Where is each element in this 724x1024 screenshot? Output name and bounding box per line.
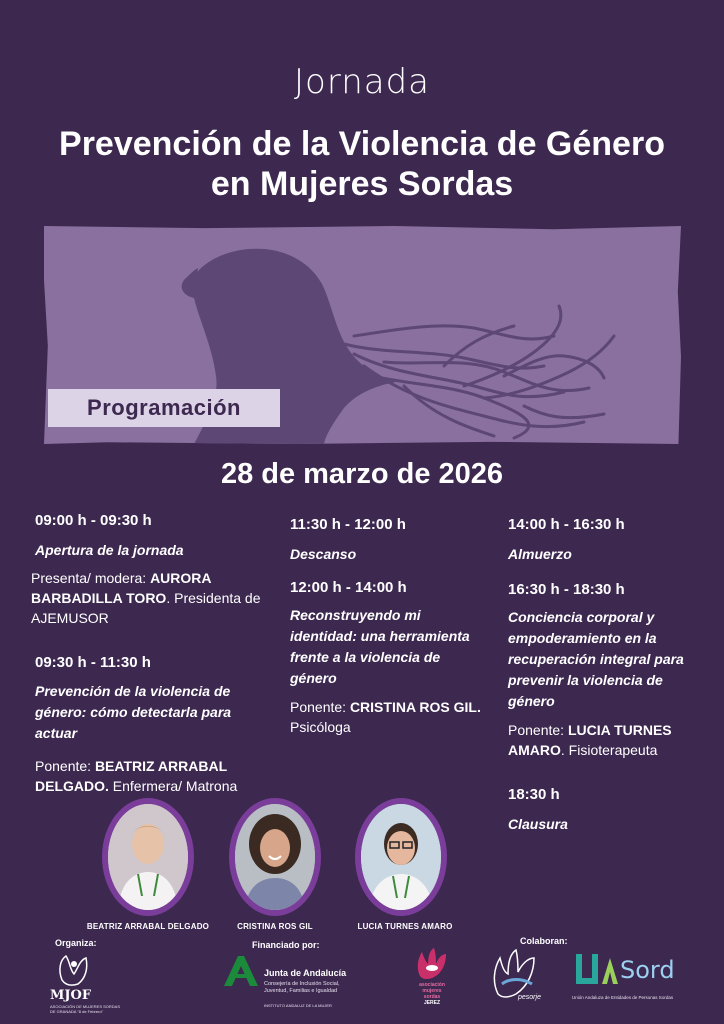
junta-sub-1: Consejería de Inclusión Social,	[264, 981, 340, 987]
organizer-logo-sub	[50, 1004, 130, 1014]
speaker-name-caption: CRISTINA ROS GIL	[237, 922, 313, 931]
speaker-name-cont: BARBADILLA TORO	[31, 590, 167, 606]
speaker-role-cont: AJEMUSOR	[31, 610, 109, 626]
speaker-role: . Fisioterapeuta	[560, 742, 658, 758]
session-title: Descanso	[290, 546, 357, 562]
session-title-line: Conciencia corporal y	[508, 609, 655, 625]
asord-sub: Unión Andaluza de Entidades de Personas Sordas	[572, 995, 674, 1000]
speaker-name: BEATRIZ ARRABAL	[94, 758, 228, 774]
speaker-name: LUCIA TURNES	[567, 722, 672, 738]
junta-logo	[220, 952, 370, 1018]
speaker-name: AURORA	[150, 570, 212, 586]
speaker-role: Psicóloga	[290, 719, 351, 735]
jerez-text-1: asociación	[419, 982, 445, 988]
organizer-logo	[50, 950, 130, 1016]
schedule-column-2	[290, 516, 500, 737]
financiado-label: Financiado por:	[252, 940, 320, 950]
session-title-line: empoderamiento en la	[508, 630, 657, 646]
session-title-line: frente a la violencia de	[290, 649, 441, 665]
session-2	[35, 654, 275, 796]
event-title	[0, 124, 724, 204]
session-time: 16:30 h - 18:30 h	[508, 581, 625, 598]
speaker-prefix: Ponente:	[35, 758, 95, 774]
speaker-name-caption: BEATRIZ ARRABAL DELGADO	[86, 922, 210, 931]
speaker-name-cont: AMARO	[508, 742, 561, 758]
session-title: Clausura	[508, 816, 568, 832]
organiza-label: Organiza:	[55, 938, 97, 948]
hand-lips-icon	[414, 946, 450, 980]
session-title-line: género: cómo detectarla para	[35, 704, 232, 720]
session-time: 14:00 h - 16:30 h	[508, 516, 625, 533]
schedule-column-1	[35, 512, 275, 561]
speaker-role: Enfermera/ Matrona	[108, 778, 238, 794]
event-date: 28 de marzo de 2026	[220, 458, 504, 490]
session-time: 09:30 h - 11:30 h	[35, 654, 151, 671]
organizer-logo-sub-2: DE GRANADA "8 de Febrero"	[50, 1009, 104, 1014]
junta-sub-2: Juventud, Familias e Igualdad	[264, 988, 338, 994]
event-type: Jornada	[293, 62, 430, 102]
session-title-line: Reconstruyendo mi	[290, 607, 421, 623]
organizer-logo-sub-1: ASOCIACIÓN DE MUJERES SORDAS	[50, 1004, 121, 1009]
title-line-1: Prevención de la Violencia de Género	[59, 125, 665, 163]
session-time: 12:00 h - 14:00 h	[290, 579, 407, 596]
organizer-logo-text: MJOF	[50, 988, 92, 1003]
session-speaker-1	[31, 568, 281, 628]
speaker-name-caption: LUCIA TURNES AMARO	[357, 922, 453, 931]
jerez-text-3: sordas	[423, 994, 441, 1000]
session-title-line: actuar	[35, 725, 78, 741]
asord-name: Sord	[620, 956, 675, 984]
session-title-line: Prevención de la violencia de	[35, 683, 231, 699]
jerez-logo-text	[408, 982, 456, 1006]
speaker-prefix: Ponente:	[290, 699, 350, 715]
session-title-line: prevenir la violencia de	[508, 672, 663, 688]
speaker-photo-beatriz	[102, 798, 194, 916]
junta-name: Junta de Andalucía	[264, 968, 347, 978]
asord-logo	[572, 950, 712, 1010]
jerez-text-4: JEREZ	[423, 1000, 441, 1006]
session-time: 11:30 h - 12:00 h	[290, 516, 406, 533]
session-time: 18:30 h	[508, 786, 560, 803]
speaker-prefix: Presenta/ modera:	[31, 570, 151, 586]
speaker-role: . Presidenta de	[166, 590, 261, 606]
colaboran-label: Colaboran:	[520, 936, 568, 946]
pesorje-logo	[488, 944, 550, 1008]
jerez-text-2: mujeres	[422, 988, 442, 994]
speaker-photo-lucia	[355, 798, 447, 916]
session-title-line: género	[290, 670, 337, 686]
session-title: Apertura de la jornada	[35, 542, 184, 558]
schedule-column-3	[508, 516, 713, 835]
pesorje-text: pesorje	[518, 994, 541, 1001]
junta-sub	[264, 981, 374, 995]
junta-sub-3: INSTITUTO ANDALUZ DE LA MUJER	[264, 1003, 332, 1008]
speaker-prefix: Ponente:	[508, 722, 568, 738]
title-line-2: en Mujeres Sordas	[210, 165, 514, 203]
session-title-line: identidad: una herramienta	[290, 628, 470, 644]
speaker-name: CRISTINA ROS GIL.	[349, 699, 481, 715]
speaker-photo-cristina	[229, 798, 321, 916]
junta-a-icon	[220, 952, 260, 990]
program-label: Programación	[48, 389, 280, 427]
asord-mark-icon	[572, 950, 622, 990]
session-title-line: género	[508, 693, 555, 709]
session-time: 09:00 h - 09:30 h	[35, 512, 152, 529]
session-title-line: recuperación integral para	[508, 651, 684, 667]
speaker-name-cont: DELGADO.	[35, 778, 109, 794]
jerez-logo	[408, 946, 456, 1020]
hands-icon	[54, 950, 94, 990]
session-title: Almuerzo	[508, 546, 572, 562]
